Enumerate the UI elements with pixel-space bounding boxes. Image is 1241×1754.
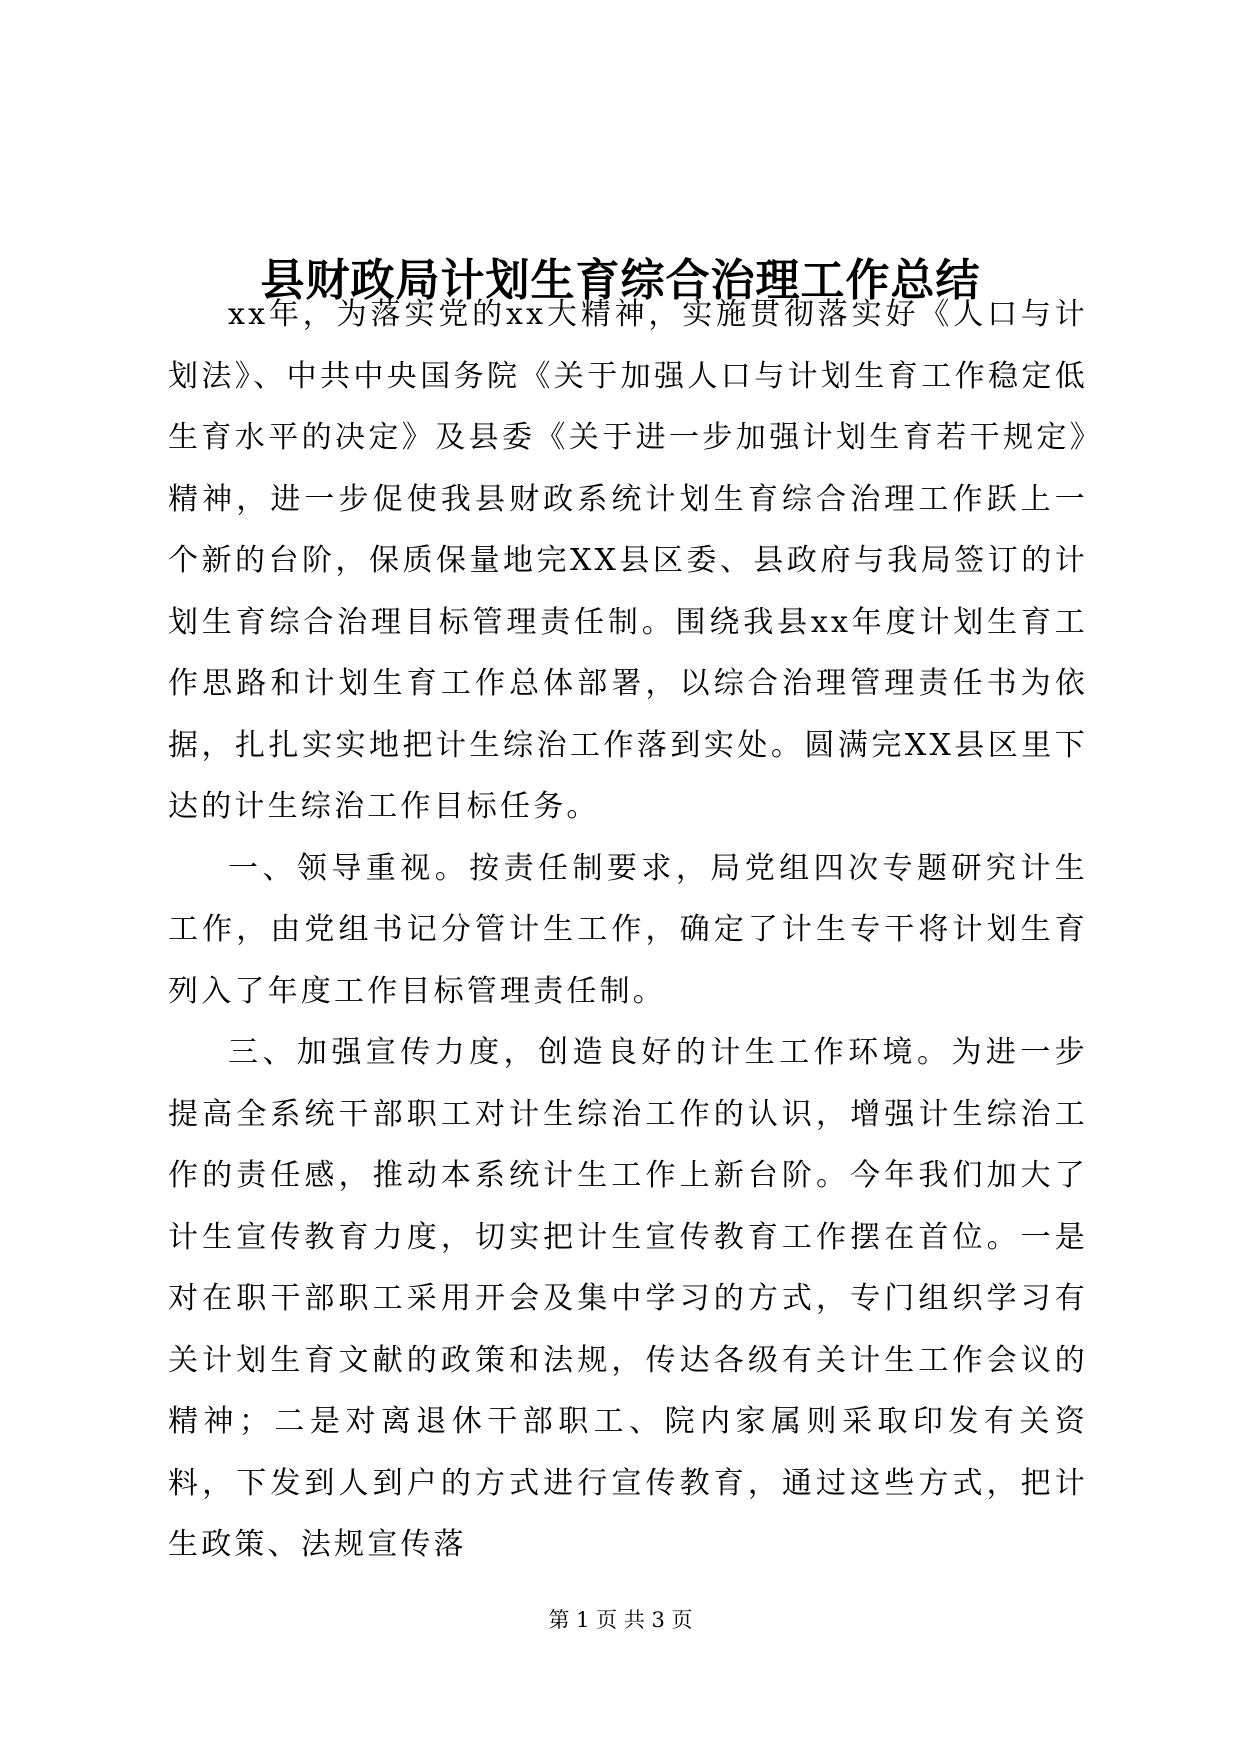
- paragraph-intro: xx年，为落实党的xx大精神，实施贯彻落实好《人口与计划法》、中共中央国务院《关于加强人口与计划生育工作稳定低生育水平的决定》及县委《关于进一步加强计划生育若干规定》精神，进一步促使我县财政系统计划生育综合治理工作跃上一个新的台阶，保质保量地完XX县区委、县政府与我局签订的计划生育综合治理目标管理责任制。围绕我县xx年度计划生育工作思路和计划生育工作总体部署，以综合治理管理责任书为依据，扎扎实实地把计生综治工作落到实处。圆满完XX县区里下达的计生综治工作目标任务。: [168, 297, 1088, 824]
- paragraph-section-3: 三、加强宣传力度，创造良好的计生工作环境。为进一步提高全系统干部职工对计生综治工作的认识，增强计生综治工作的责任感，推动本系统计生工作上新台阶。今年我们加大了计生宣传教育力度，切实把计生宣传教育工作摆在首位。一是对在职干部职工采用开会及集中学习的方式，专门组织学习有关计划生育文献的政策和法规，传达各级有关计生工作会议的精神；二是对离退休干部职工、院内家属则采取印发有关资料，下发到人到户的方式进行宣传教育，通过这些方式，把计生政策、法规宣传落: [168, 1035, 1088, 1562]
- document-title: 县财政局计划生育综合治理工作总结: [260, 255, 981, 307]
- page-footer: 第 1 页 共 3 页: [548, 1608, 693, 1632]
- paragraph-section-1: 一、领导重视。按责任制要求，局党组四次专题研究计生工作，由党组书记分管计生工作，确定了计生专干将计划生育列入了年度工作目标管理责任制。: [168, 850, 1088, 1009]
- document-body: [168, 284, 1088, 1576]
